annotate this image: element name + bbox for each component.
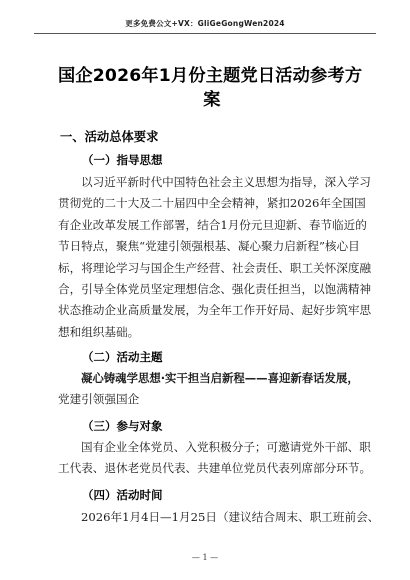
- paragraph-line: 标，将理论学习与国企生产经营、社会责任、职工关怀深度融: [58, 260, 372, 275]
- subsection-heading-theme: （二）活动主题: [82, 350, 163, 364]
- header-note: 更多免费公文+VX：GliGeGongWen2024: [125, 19, 285, 28]
- paragraph-line: 2026年1月4日—1月25日（建议结合周末、职工班前会、: [81, 510, 380, 524]
- page-number: — 1 —: [191, 553, 219, 562]
- header-divider: [34, 33, 376, 34]
- paragraph-line: 国有企业全体党员、入党积极分子；可邀请党外干部、职: [81, 440, 371, 454]
- section-heading-1: 一、活动总体要求: [60, 130, 159, 144]
- paragraph-line: 党建引领强国企: [58, 392, 140, 407]
- subsection-heading-guiding-thought: （一）指导思想: [82, 153, 163, 167]
- paragraph-line: 有企业改革发展工作部署，结合1月份元旦迎新、春节临近的: [58, 217, 367, 232]
- title-line-2: 案: [203, 90, 221, 110]
- paragraph-time: [58, 507, 380, 528]
- title-line-1: 国企2026年1月份主题党日活动参考方: [58, 66, 363, 86]
- paragraph-line: 合，引导全体党员坚定理想信念、强化责任担当，以饱满精神: [58, 282, 372, 297]
- paragraph-line: 以习近平新时代中国特色社会主义思想为指导，深入学习: [81, 175, 371, 189]
- subsection-heading-time: （四）活动时间: [82, 488, 163, 502]
- paragraph-line: 想和组织基础。: [58, 324, 140, 339]
- theme-line: 凝心铸魂学思想·实干担当启新程——喜迎新春话发展，: [81, 371, 359, 385]
- paragraph-line: 贯彻党的二十大及二十届四中全会精神，紧扣2026年全国国: [58, 196, 366, 211]
- paragraph-line: 节日特点，聚焦“党建引领强根基、凝心聚力启新程”核心目: [58, 239, 360, 254]
- subsection-heading-participants: （三）参与对象: [82, 419, 163, 433]
- paragraph-line: 工代表、退休老党员代表、共建单位党员代表列席部分环节。: [58, 461, 372, 476]
- paragraph-participants: [58, 437, 372, 480]
- document-title: [52, 64, 372, 112]
- paragraph-guiding-thought: [58, 172, 372, 343]
- paragraph-line: 状态推动企业高质量发展，为全年工作开好局、起好步筑牢思: [58, 303, 372, 318]
- paragraph-theme: [58, 368, 362, 411]
